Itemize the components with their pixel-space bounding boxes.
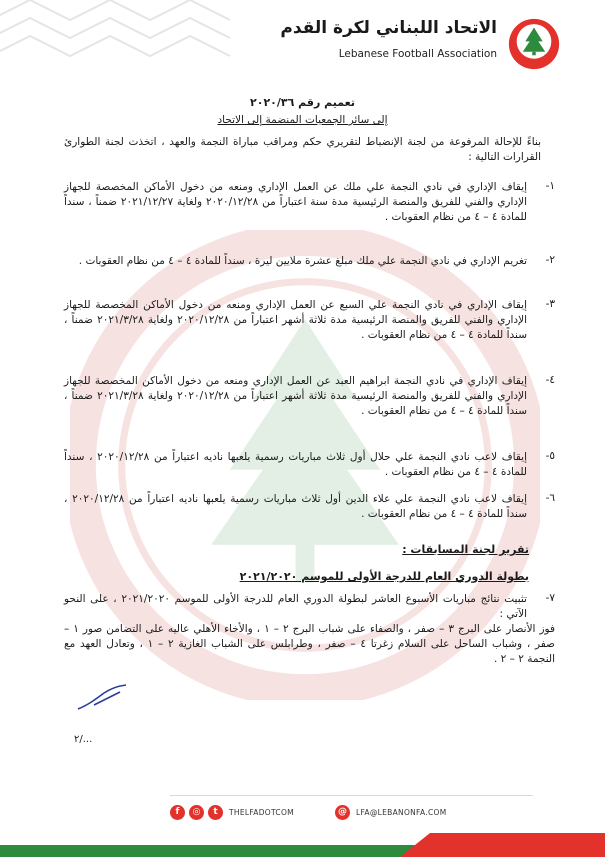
circular-addressee: إلى سائر الجمعيات المنضمة إلى الاتحاد: [217, 114, 388, 126]
decision-text: إيقاف الإداري في نادي النجمة ابراهيم العبد عن العمل الإداري ومنعه من دخول الأماكن المخصصة للجهاز الإداري والفني للفريق والمنصة الرئيسية مدة ثلاثة أشهر اعتباراً من ٢٠٢٠/١٢/٢٨ ولغاية ٢٠٢١/٣/٢٨ ضمناً ، سنداً للمادة ٤ – ٤ من نظام العقوبات .: [64, 375, 528, 417]
header-decoration: [0, 0, 260, 70]
decision-number: ٤-: [545, 374, 555, 386]
decision-item: [64, 180, 555, 225]
signature-mark: [74, 683, 130, 713]
circular-number: تعميم رقم ٢٠٢٠/٣٦: [250, 96, 355, 109]
decision-item: [64, 374, 555, 419]
decision-item: [64, 298, 555, 343]
decision-item: [64, 450, 555, 480]
decision-text: إيقاف لاعب نادي النجمة علي حلال أول ثلاث مباريات رسمية يلعبها ناديه اعتباراً من ٢٠٢٠/١٢/٢٨ ، سنداً للمادة ٤ – ٤ من نظام العقوبات .: [64, 451, 527, 478]
decision-number: ٣-: [545, 298, 555, 310]
results-item: [64, 592, 555, 667]
footer-color-bar: [0, 833, 605, 857]
league-heading: بطولة الدوري العام للدرجة الأولى للموسم ٢٠٢١/٢٠٢٠: [239, 570, 529, 583]
decision-number: ٥-: [545, 450, 555, 462]
org-name-english: Lebanese Football Association: [338, 48, 497, 60]
competitions-heading: تقرير لجنة المسابقات :: [402, 543, 529, 556]
decision-item: [64, 492, 555, 522]
decision-number: ٢-: [545, 254, 555, 266]
twitter-icon[interactable]: t: [208, 805, 223, 820]
decision-text: إيقاف الإداري في نادي النجمة علي ملك عن العمل الإداري ومنعه من دخول الأماكن المخصصة للجهاز الإداري والفني للفريق والمنصة الرئيسية مدة سنة اعتباراً من ٢٠٢٠/١٢/٢٨ ولغاية ٢٠٢١/١٢/٢٧ ضمناً ، سنداً للمادة ٤ – ٤ من نظام العقوبات .: [64, 181, 527, 223]
instagram-icon[interactable]: ◎: [189, 805, 204, 820]
facebook-icon[interactable]: f: [170, 805, 185, 820]
decision-text: تغريم الإداري في نادي النجمة علي ملك مبلغ عشرة ملايين ليرة ، سنداً للمادة ٤ – ٤ من نظام العقوبات .: [78, 255, 527, 267]
decision-number: ١-: [545, 180, 555, 192]
org-name-arabic: الاتحاد اللبناني لكرة القدم: [280, 18, 497, 38]
decision-text: إيقاف الإداري في نادي النجمة علي السبع عن العمل الإداري ومنعه من دخول الأماكن المخصصة للجهاز الإداري والفني للفريق والمنصة الرئيسية مدة ثلاثة أشهر اعتباراً من ٢٠٢٠/١٢/٢٨ ولغاية ٢٠٢١/٣/٢٨ ضمناً ، سنداً للمادة ٤ – ٤ من نظام العقوبات .: [64, 299, 528, 341]
results-number: ٧-: [545, 592, 555, 604]
email-icon[interactable]: @: [335, 805, 350, 820]
footer-website[interactable]: THELFADOTCOM: [229, 808, 294, 817]
lfa-logo: [508, 18, 560, 70]
intro-paragraph: بناءً للإحالة المرفوعة من لجنة الإنضباط لتقريري حكم ومراقب مباراة النجمة والعهد ، اتخذت لجنة الطوارئ القرارات التالية :: [64, 136, 541, 163]
footer-divider: [170, 795, 533, 796]
decision-text: إيقاف لاعب نادي النجمة علي علاء الدين أول ثلاث مباريات رسمية يلعبها ناديه اعتباراً من ٢٠٢٠/١٢/٢٨ ، سنداً للمادة ٤ – ٤ من نظام العقوبات .: [64, 493, 527, 520]
results-intro: تثبيت نتائج مباريات الأسبوع العاشر لبطولة الدوري العام للدرجة الأولى للموسم ٢٠٢١/٢٠٢٠ ، على النحو الآتي :: [64, 593, 527, 620]
page-continuation: ٢/...: [74, 734, 93, 745]
footer-email[interactable]: LFA@LEBANONFA.COM: [356, 808, 447, 817]
decision-number: ٦-: [545, 492, 555, 504]
results-text: فوز الأنصار على البرج ٣ – صفر ، والصفاء على شباب البرج ٢ – ١ ، والأخاء الأهلي عاليه على التضامن صور ١ – صفر ، وشباب الساحل على السلام زغرتا ٤ – صفر ، وطرابلس على الشباب الغازية ٢ – ١ ، وتعادل العهد مع النجمة ٢ – ٢ .: [64, 623, 555, 665]
decision-item: [64, 254, 555, 269]
footer: [0, 805, 605, 823]
